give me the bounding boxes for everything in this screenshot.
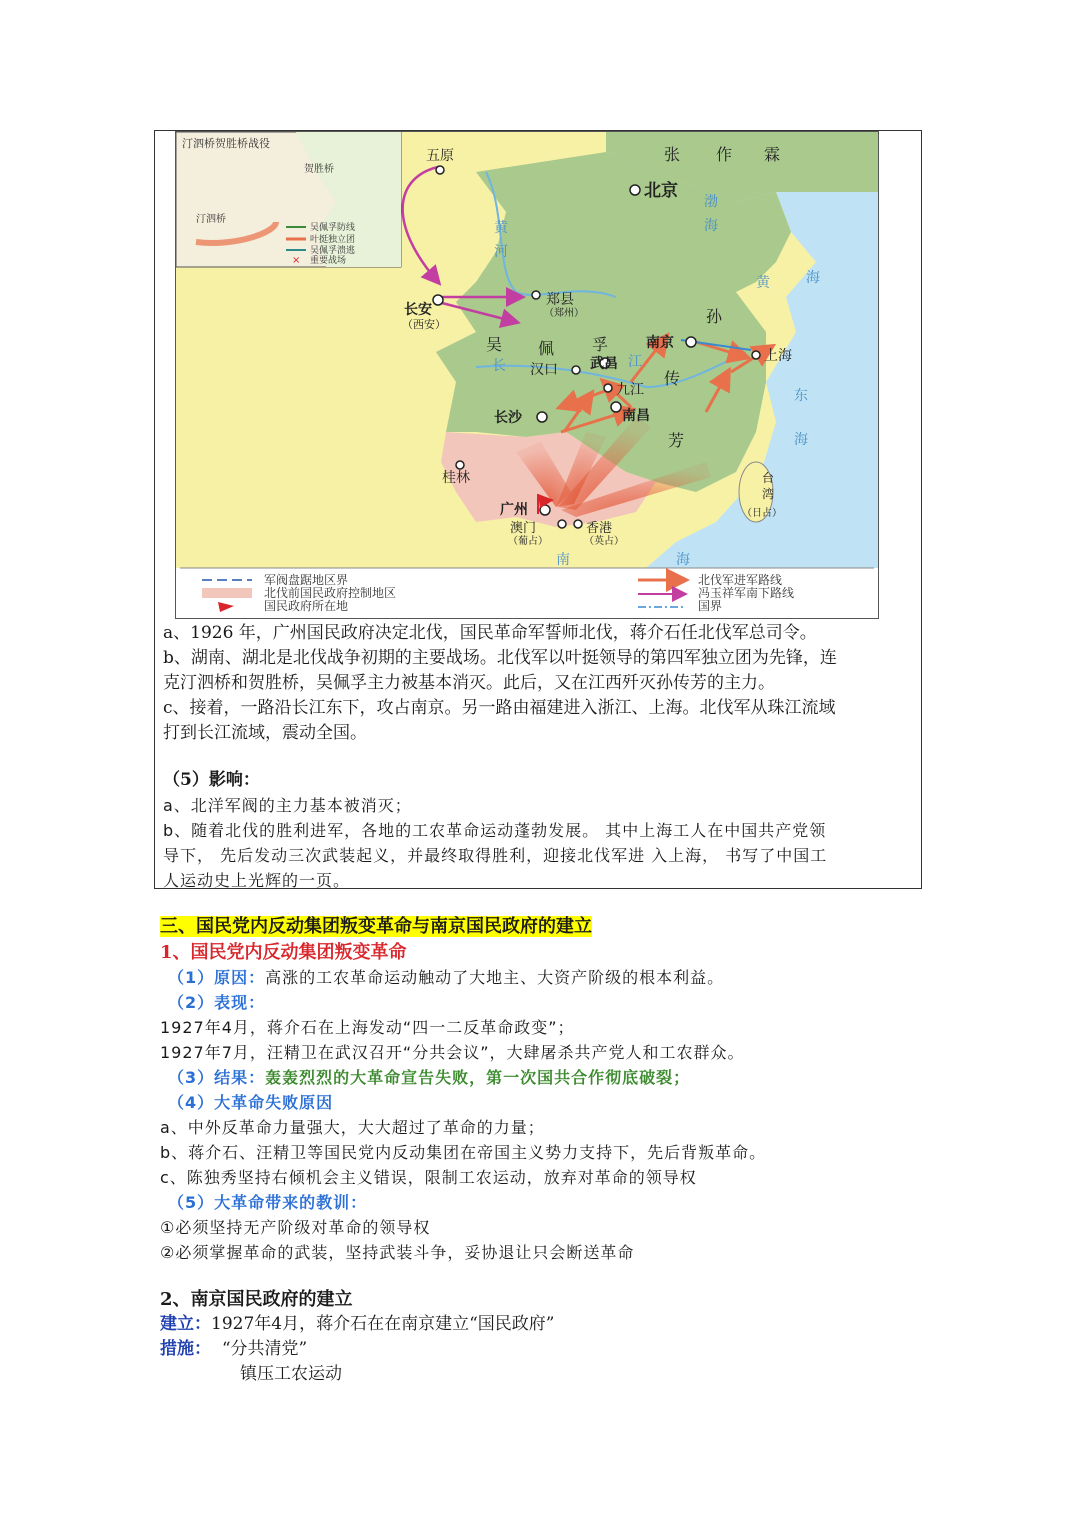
result-label: （3）结果： <box>168 1068 266 1087</box>
svg-text:芳: 芳 <box>668 431 685 450</box>
impact-b-line3: 人运动史上光辉的一页。 <box>163 871 351 890</box>
svg-text:北伐军进军路线: 北伐军进军路线 <box>698 573 783 587</box>
svg-text:武昌: 武昌 <box>590 356 618 372</box>
paragraph-b-line1: b、湖南、湖北是北伐战争初期的主要战场。北伐军以叶挺领导的第四军独立团为先锋，连 <box>163 648 837 668</box>
svg-text:吴佩孚溃逃: 吴佩孚溃逃 <box>310 246 356 256</box>
svg-text:（葡占）: （葡占） <box>508 536 548 547</box>
svg-text:海: 海 <box>704 218 718 234</box>
performance-2: 1927年7月，汪精卫在武汉召开“分共会议”，大肆屠杀共产党人和工农群众。 <box>160 1043 745 1062</box>
subsection-2-title: 2、南京国民政府的建立 <box>160 1289 353 1310</box>
reason-a: a、中外反革命力量强大，大大超过了革命的力量； <box>160 1118 545 1137</box>
reason-b: b、蒋介石、汪精卫等国民党内反动集团在帝国主义势力支持下，先后背叛革命。 <box>160 1143 767 1162</box>
svg-text:吴佩孚防线: 吴佩孚防线 <box>310 223 356 233</box>
performance-label: （2）表现： <box>168 993 266 1012</box>
svg-text:作: 作 <box>716 145 733 164</box>
svg-text:国民政府所在地: 国民政府所在地 <box>264 599 349 613</box>
impact-b-line1: b、随着北伐的胜利进军，各地的工农革命运动蓬勃发展。 其中上海工人在中国共产党领 <box>163 821 827 840</box>
svg-text:澳门: 澳门 <box>510 521 537 536</box>
establish-text: 1927年4月，蒋介石在在南京建立“国民政府” <box>211 1314 555 1334</box>
svg-text:渤: 渤 <box>704 194 718 210</box>
svg-text:湾: 湾 <box>762 487 775 501</box>
performance-1: 1927年4月，蒋介石在上海发动“四一二反革命政变”； <box>160 1018 575 1037</box>
svg-text:国界: 国界 <box>698 599 723 613</box>
section-three <box>160 914 920 1387</box>
svg-text:黄: 黄 <box>494 220 508 236</box>
subsection-1-title: 1、国民党内反动集团叛变革命 <box>160 942 407 963</box>
svg-text:汉口: 汉口 <box>530 362 558 378</box>
svg-text:长: 长 <box>492 358 506 374</box>
cause-line <box>160 965 920 990</box>
svg-text:汀泗桥: 汀泗桥 <box>196 214 226 225</box>
impact-heading: （5）影响： <box>163 770 260 790</box>
section-title: 三、国民党内反动集团叛变革命与南京国民政府的建立 <box>160 916 592 937</box>
svg-text:（西安）: （西安） <box>402 318 446 331</box>
lesson-1: ①必须坚持无产阶级对革命的领导权 <box>160 1218 431 1237</box>
svg-text:南: 南 <box>556 552 570 568</box>
svg-text:东: 东 <box>794 388 808 404</box>
paragraph-c-line2: 打到长江流域，震动全国。 <box>163 723 367 743</box>
svg-text:叶挺独立团: 叶挺独立团 <box>310 235 356 245</box>
svg-text:（郑州）: （郑州） <box>544 308 584 319</box>
northern-expedition-map <box>175 131 879 619</box>
svg-text:孚: 孚 <box>592 335 609 354</box>
svg-text:海: 海 <box>806 270 820 286</box>
svg-text:海: 海 <box>794 432 808 448</box>
svg-text:海: 海 <box>676 552 690 568</box>
map-legend <box>176 568 878 618</box>
svg-text:长沙: 长沙 <box>494 410 522 426</box>
svg-text:重要战场: 重要战场 <box>310 256 347 266</box>
svg-text:上海: 上海 <box>764 348 792 364</box>
cause-label: （1）原因： <box>168 968 266 987</box>
svg-text:×: × <box>292 255 301 266</box>
failure-reason-label: （4）大革命失败原因 <box>168 1093 334 1112</box>
svg-text:霖: 霖 <box>764 145 781 164</box>
northern-expedition-box <box>154 130 922 889</box>
svg-text:北伐前国民政府控制地区: 北伐前国民政府控制地区 <box>264 586 397 600</box>
svg-text:台: 台 <box>762 471 775 485</box>
impact-b-line2: 导下， 先后发动三次武装起义，并最终取得胜利，迎接北伐军进 入上海， 书写了中国工 <box>163 846 828 865</box>
measure-2: 镇压工农运动 <box>240 1364 342 1384</box>
svg-text:冯玉祥军南下路线: 冯玉祥军南下路线 <box>698 586 795 600</box>
svg-text:（日占）: （日占） <box>742 508 782 519</box>
svg-text:传: 传 <box>664 369 681 388</box>
svg-text:南京: 南京 <box>646 335 674 351</box>
svg-text:佩: 佩 <box>538 339 555 358</box>
paragraph-b-line2: 克汀泗桥和贺胜桥，吴佩孚主力被基本消灭。此后，又在江西歼灭孙传芳的主力。 <box>163 673 775 693</box>
svg-text:孙: 孙 <box>706 307 723 326</box>
inset-map <box>176 132 401 267</box>
svg-text:郑县: 郑县 <box>546 292 574 308</box>
svg-text:（英占）: （英占） <box>584 536 624 547</box>
svg-text:五原: 五原 <box>426 148 454 164</box>
measure-1: “分共清党” <box>221 1339 308 1359</box>
cause-text: 高涨的工农革命运动触动了大地主、大资产阶级的根本利益。 <box>265 968 725 987</box>
establish-label: 建立： <box>160 1314 211 1334</box>
svg-text:香港: 香港 <box>586 521 613 536</box>
svg-text:军阀盘踞地区界: 军阀盘踞地区界 <box>264 573 349 587</box>
svg-text:吴: 吴 <box>486 335 503 354</box>
result-text: 轰轰烈烈的大革命宣告失败，第一次国共合作彻底破裂； <box>265 1068 691 1087</box>
paragraph-c-line1: c、接着，一路沿长江东下，攻占南京。另一路由福建进入浙江、上海。北伐军从珠江流域 <box>163 698 836 718</box>
reason-c: c、陈独秀坚持右倾机会主义错误，限制工农运动，放弃对革命的领导权 <box>160 1168 697 1187</box>
svg-text:北京: 北京 <box>644 181 678 201</box>
svg-text:河: 河 <box>494 244 508 260</box>
svg-text:南昌: 南昌 <box>622 408 650 424</box>
svg-text:广州: 广州 <box>500 502 528 518</box>
lesson-label: （5）大革命带来的教训： <box>168 1193 368 1212</box>
impact-a: a、北洋军阀的主力基本被消灭； <box>163 796 412 815</box>
svg-text:长安: 长安 <box>404 302 432 318</box>
svg-text:黄: 黄 <box>756 275 770 291</box>
paragraph-a: a、1926 年，广州国民政府决定北伐，国民革命军誓师北伐，蒋介石任北伐军总司令。 <box>163 623 817 643</box>
svg-text:九江: 九江 <box>616 382 644 398</box>
svg-text:张: 张 <box>664 145 681 164</box>
inset-title: 汀泗桥贺胜桥战役 <box>182 137 270 150</box>
box-text <box>163 621 915 893</box>
measure-label: 措施： <box>160 1339 211 1359</box>
lesson-2: ②必须掌握革命的武装，坚持武装斗争，妥协退让只会断送革命 <box>160 1243 635 1262</box>
svg-text:江: 江 <box>628 354 642 370</box>
svg-text:桂林: 桂林 <box>442 470 470 486</box>
svg-text:贺胜桥: 贺胜桥 <box>304 164 334 175</box>
